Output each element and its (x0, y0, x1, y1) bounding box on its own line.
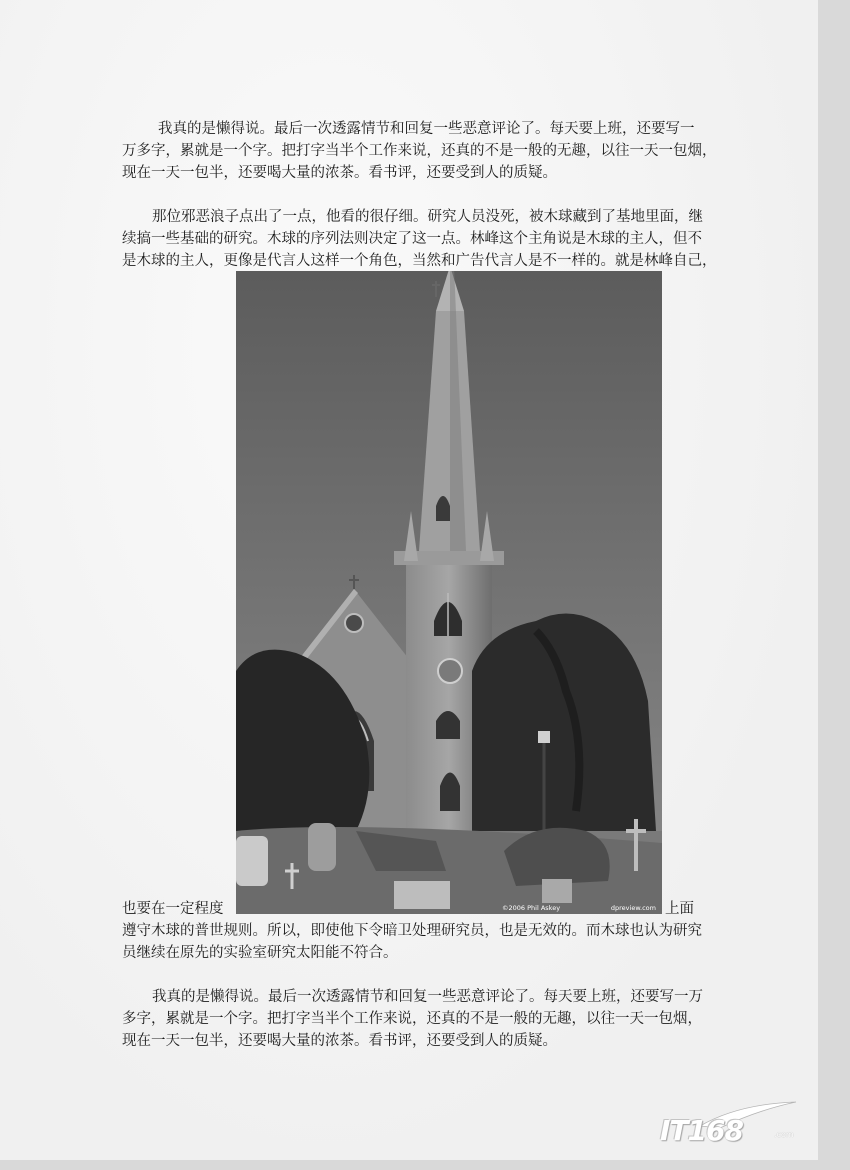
paragraph-line: 遵守木球的普世规则。所以，即使他下令暗卫处理研究员，也是无效的。而木球也认为研究 (122, 923, 702, 939)
paragraph-line: 员继续在原先的实验室研究太阳能不符合。 (122, 945, 398, 961)
paragraph-line: 万多字，累就是一个字。把打字当半个工作来说，还真的不是一般的无趣，以往一天一包烟， (122, 143, 717, 159)
paragraph-line: 现在一天一包半，还要喝大量的浓茶。看书评，还要受到人的质疑。 (122, 165, 557, 181)
photo-credit: ©2006 Phil Askey (502, 904, 561, 912)
wrapped-text-left: 也要在一定程度 (122, 901, 224, 917)
site-watermark (660, 1100, 800, 1148)
paragraph-line: 是木球的主人，更像是代言人这样一个角色，当然和广告代言人是不一样的。就是林峰自己， (122, 253, 717, 269)
photo-source: dpreview.com (610, 904, 656, 912)
paragraph-line: 我真的是懒得说。最后一次透露情节和回复一些恶意评论了。每天要上班，还要写一 (158, 121, 695, 137)
church-photo (236, 271, 662, 914)
paragraph-3 (122, 986, 703, 1052)
paragraph-line: 多字，累就是一个字。把打字当半个工作来说，还真的不是一般的无趣，以往一天一包烟， (122, 1011, 702, 1027)
paragraph-line: 那位邪恶浪子点出了一点，他看的很仔细。研究人员没死，被木球藏到了基地里面，继 (152, 209, 703, 225)
paragraph-line: 我真的是懒得说。最后一次透露情节和回复一些恶意评论了。每天要上班，还要写一万 (152, 989, 703, 1005)
paragraph-2-continued (122, 920, 702, 964)
wrapped-text-right: 上面 (665, 901, 694, 917)
watermark-logo: IT168 (660, 1114, 743, 1147)
paragraph-line: 现在一天一包半，还要喝大量的浓茶。看书评，还要受到人的质疑。 (122, 1033, 557, 1049)
paragraph-1 (122, 118, 717, 184)
watermark-suffix: .com (774, 1130, 794, 1139)
paragraph-2 (122, 206, 717, 272)
paragraph-line: 续搞一些基础的研究。木球的序列法则决定了这一点。林峰这个主角说是木球的主人，但不 (122, 231, 702, 247)
